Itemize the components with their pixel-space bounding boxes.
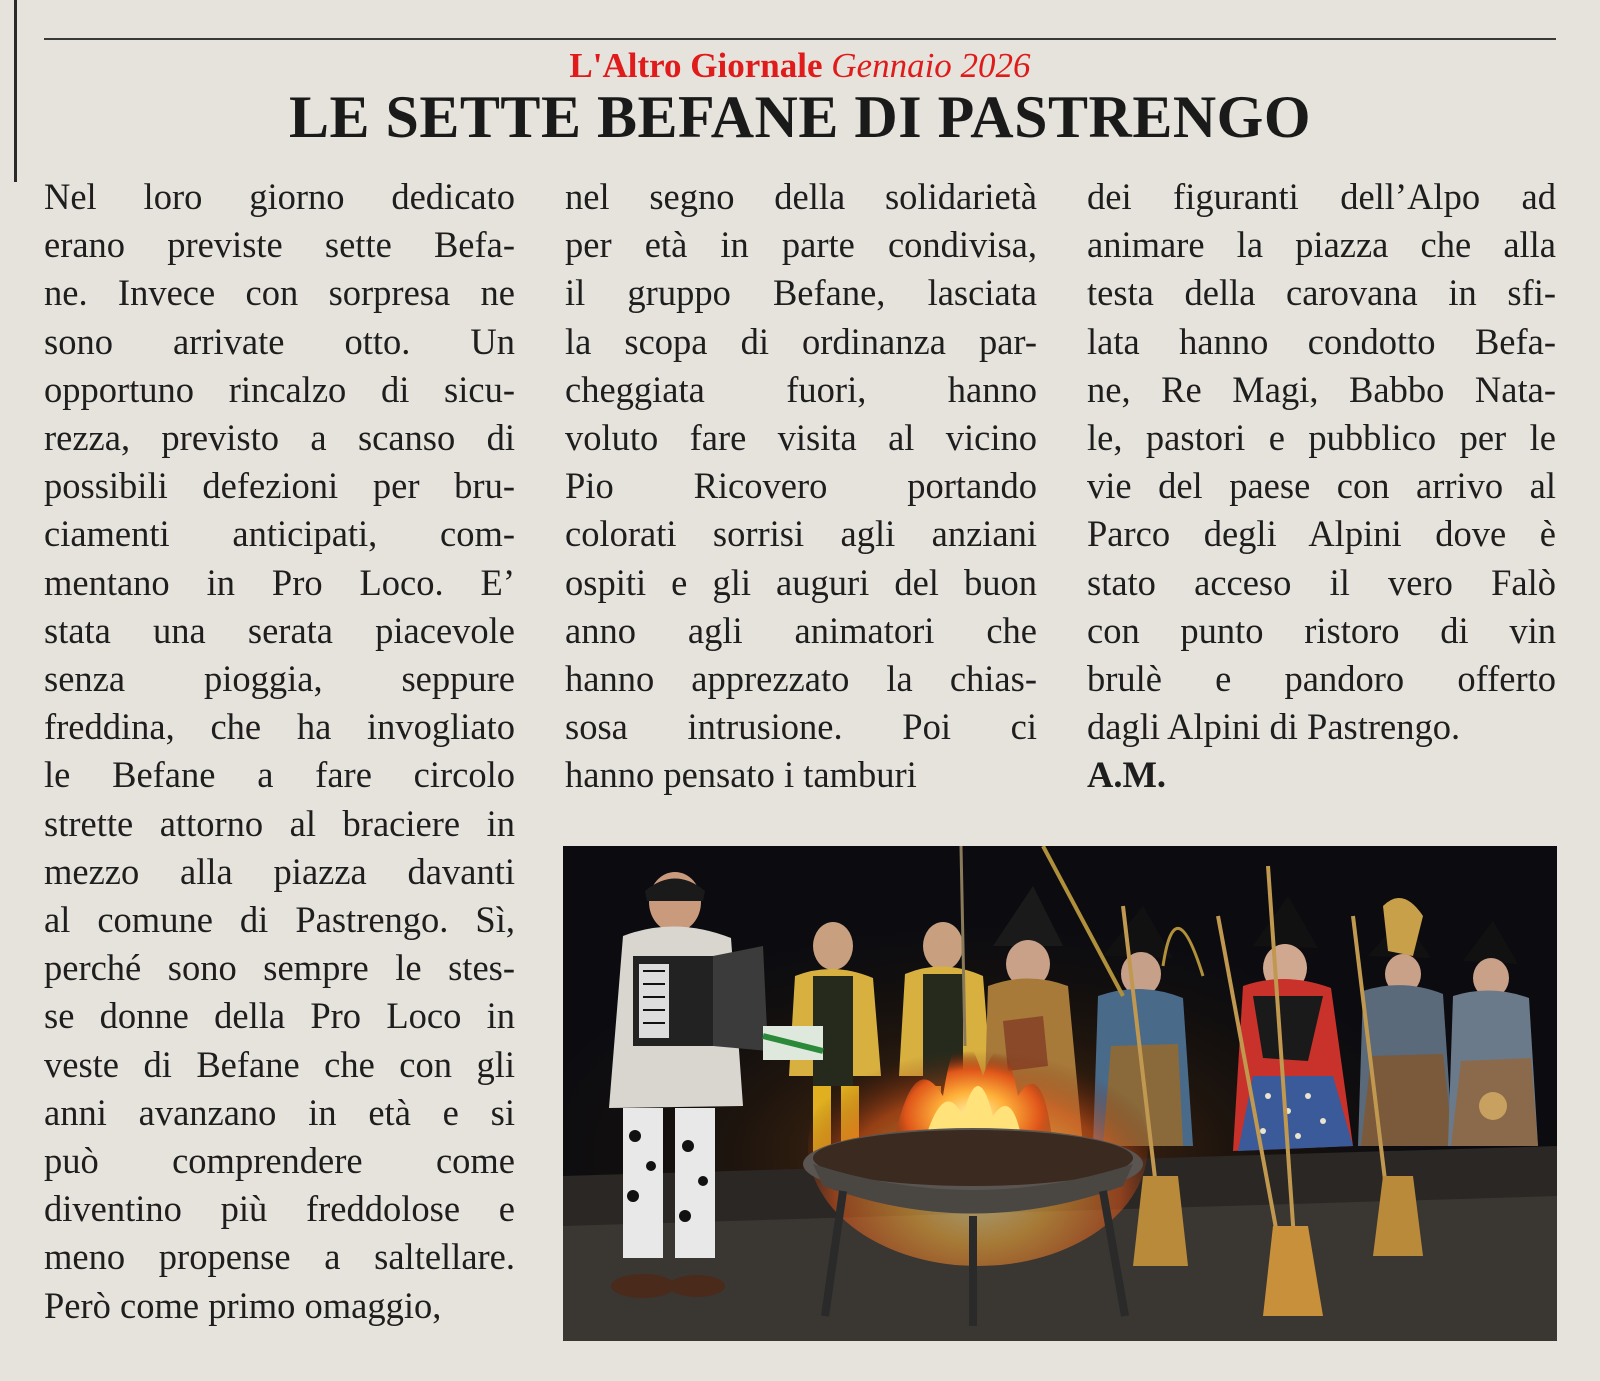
article-column-1 — [44, 173, 515, 1330]
article-text-line: meno propense a saltellare. — [44, 1236, 515, 1278]
masthead-paper-name: L'Altro Giornale — [569, 46, 823, 85]
article-text-line: anno agli animatori che — [565, 609, 1037, 651]
article-text-line: ne. Invece con sorpresa ne — [44, 272, 515, 314]
article-text-line: brulè e pandoro offerto — [1087, 658, 1556, 700]
article-text-line: stata una serata piacevole — [44, 609, 515, 651]
article-text-line: può comprendere come — [44, 1140, 515, 1182]
article-text-line: cheggiata fuori, hanno — [565, 368, 1037, 410]
photo-illustration — [563, 846, 1557, 1341]
article-text-line: sosa intrusione. Poi ci — [565, 706, 1037, 748]
article-text-line: hanno apprezzato la chias- — [565, 658, 1037, 700]
article-text-line: sono arrivate otto. Un — [44, 320, 515, 362]
article-text-line: senza pioggia, seppure — [44, 658, 515, 700]
article-text-line: mezzo alla piazza davanti — [44, 850, 515, 892]
article-text-line: voluto fare visita al vicino — [565, 417, 1037, 459]
article-text-line: Parco degli Alpini dove è — [1087, 513, 1556, 555]
article-text-line: Pio Ricovero portando — [565, 465, 1037, 507]
masthead — [0, 46, 1600, 86]
top-rule — [44, 38, 1556, 40]
article-text-line: Nel loro giorno dedicato — [44, 176, 515, 217]
article-text-line: diventino più freddolose e — [44, 1188, 515, 1230]
article-text-line: le Befane a fare circolo — [44, 754, 515, 796]
article-text-line: Però come primo omaggio, — [44, 1284, 442, 1326]
article-signature: A.M. — [1087, 754, 1167, 796]
article-text-line: opportuno rincalzo di sicu- — [44, 368, 515, 410]
article-text-line: al comune di Pastrengo. Sì, — [44, 899, 515, 941]
article-column-3 — [1087, 173, 1556, 800]
article-text-line: mentano in Pro Loco. E’ — [44, 561, 515, 603]
article-text-line: erano previste sette Befa- — [44, 224, 515, 266]
article-text-line: con punto ristoro di vin — [1087, 609, 1556, 651]
article-text-line: nel segno della solidarietà — [565, 176, 1037, 217]
article-text-line: lata hanno condotto Befa- — [1087, 320, 1556, 362]
article-text-line: veste di Befane che con gli — [44, 1043, 515, 1085]
masthead-date: Gennaio 2026 — [831, 46, 1031, 85]
article-text-line: ne, Re Magi, Babbo Nata- — [1087, 368, 1556, 410]
article-text-line: possibili defezioni per bru- — [44, 465, 515, 507]
article-text-line: anni avanzano in età e si — [44, 1091, 515, 1133]
article-text-line: per età in parte condivisa, — [565, 224, 1037, 266]
article-text-line: dagli Alpini di Pastrengo. — [1087, 706, 1461, 748]
article-photo-befane-bonfire — [563, 846, 1557, 1341]
article-text-line: freddina, che ha invogliato — [44, 706, 515, 748]
article-text-line: se donne della Pro Loco in — [44, 995, 515, 1037]
article-text-line: perché sono sempre le stes- — [44, 947, 515, 989]
article-text-line: strette attorno al braciere in — [44, 802, 515, 844]
article-text-line: la scopa di ordinanza par- — [565, 320, 1037, 362]
article-text-line: le, pastori e pubblico per le — [1087, 417, 1556, 459]
article-text-line: vie del paese con arrivo al — [1087, 465, 1556, 507]
article-text-line: rezza, previsto a scanso di — [44, 417, 515, 459]
article-text-line: dei figuranti dell’Alpo ad — [1087, 176, 1556, 217]
article-text-line: hanno pensato i tamburi — [565, 754, 917, 796]
article-text-line: testa della carovana in sfi- — [1087, 272, 1556, 314]
article-text-line: ospiti e gli auguri del buon — [565, 561, 1037, 603]
article-text-line: colorati sorrisi agli anziani — [565, 513, 1037, 555]
article-text-line: il gruppo Befane, lasciata — [565, 272, 1037, 314]
article-headline: LE SETTE BEFANE DI PASTRENGO — [288, 84, 1312, 150]
article-column-2 — [565, 173, 1037, 800]
article-text-line: ciamenti anticipati, com- — [44, 513, 515, 555]
article-text-line: animare la piazza che alla — [1087, 224, 1556, 266]
article-text-line: stato acceso il vero Falò — [1087, 561, 1556, 603]
